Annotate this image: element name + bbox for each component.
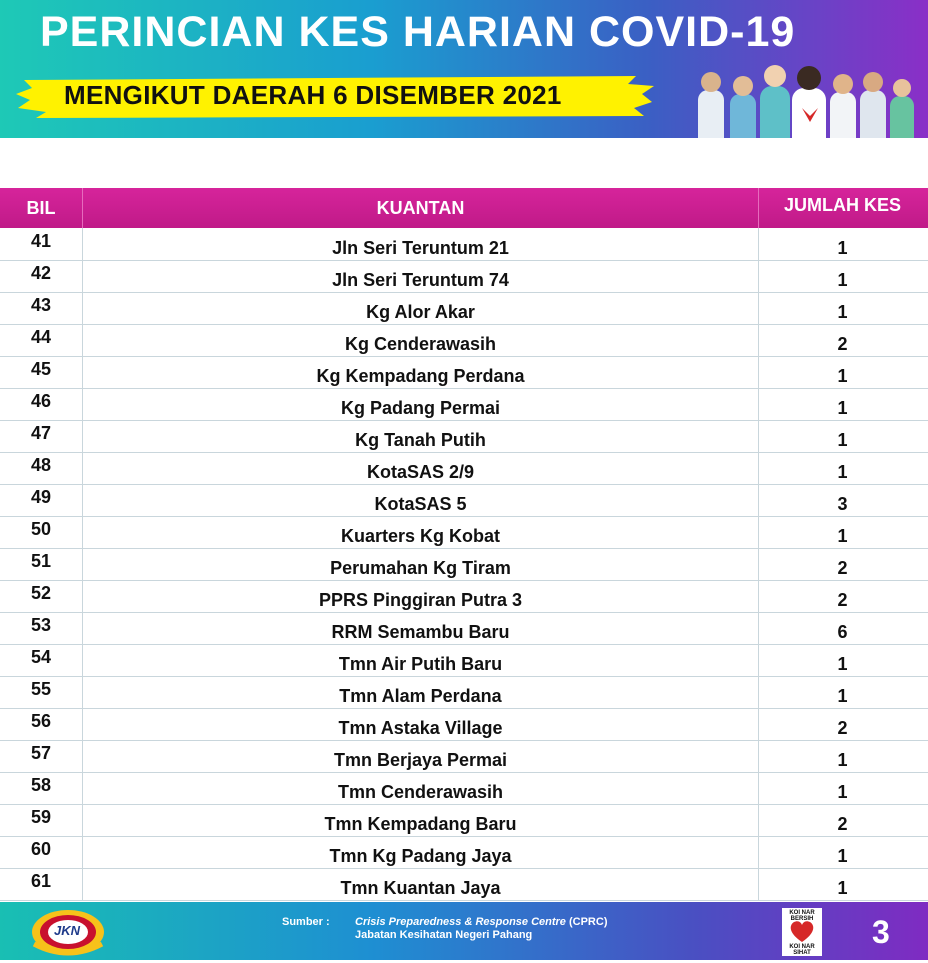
table-row	[0, 260, 928, 293]
table-row	[0, 740, 928, 773]
table-body	[0, 228, 928, 902]
row-location: Jln Seri Teruntum 21	[82, 228, 759, 260]
page-subtitle: MENGIKUT DAERAH 6 DISEMBER 2021	[64, 80, 562, 110]
row-count: 1	[837, 462, 848, 482]
row-location: Tmn Kuantan Jaya	[82, 868, 759, 900]
column-header-bil: BIL	[26, 198, 56, 218]
source-org-name: Crisis Preparedness & Response Centre	[355, 916, 566, 928]
row-location: Kg Tanah Putih	[82, 420, 759, 452]
jkn-logo-text: JKN	[54, 923, 81, 938]
source-label: Sumber :	[282, 916, 330, 928]
table-row	[0, 292, 928, 325]
table-row	[0, 356, 928, 389]
koi-nar-top-text: KOI NAR BERSIH	[789, 910, 815, 922]
row-location: Kuarters Kg Kobat	[82, 516, 759, 548]
row-location: Tmn Kg Padang Jaya	[82, 836, 759, 868]
row-location: Tmn Air Putih Baru	[82, 644, 759, 676]
row-location: Kg Alor Akar	[82, 292, 759, 324]
header-banner	[0, 0, 928, 138]
row-count: 1	[837, 526, 848, 546]
row-count: 6	[837, 622, 848, 642]
row-location: Tmn Kempadang Baru	[82, 804, 759, 836]
row-count: 1	[837, 878, 848, 898]
row-bil: 44	[30, 327, 52, 347]
table-row	[0, 452, 928, 485]
row-location: Tmn Cenderawasih	[82, 772, 759, 804]
row-location: Tmn Astaka Village	[82, 708, 759, 740]
table-row	[0, 804, 928, 837]
page-number: 3	[872, 914, 890, 950]
table-row	[0, 836, 928, 869]
row-count: 1	[837, 846, 848, 866]
row-count: 1	[837, 238, 848, 258]
row-bil: 54	[30, 647, 52, 667]
table-row	[0, 228, 928, 261]
row-bil: 46	[30, 391, 52, 411]
table-row	[0, 612, 928, 645]
table-row	[0, 868, 928, 901]
koi-nar-bottom-text: KOI NAR SIHAT	[789, 944, 815, 956]
row-location: KotaSAS 5	[82, 484, 759, 516]
row-count: 3	[837, 494, 848, 514]
page-title: PERINCIAN KES HARIAN COVID-19	[40, 8, 796, 56]
row-bil: 49	[30, 487, 52, 507]
source-org-abbr: (CPRC)	[568, 916, 608, 928]
table-row	[0, 516, 928, 549]
row-location: Tmn Berjaya Permai	[82, 740, 759, 772]
column-header-count: JUMLAH KES	[783, 195, 901, 215]
healthcare-workers-illustration	[690, 60, 920, 138]
row-count: 2	[837, 718, 848, 738]
table-row	[0, 676, 928, 709]
row-bil: 55	[30, 679, 52, 699]
row-location: Jln Seri Teruntum 74	[82, 260, 759, 292]
koi-nar-logo-icon	[782, 908, 822, 956]
table-row	[0, 324, 928, 357]
row-bil: 56	[30, 711, 52, 731]
row-bil: 52	[30, 583, 52, 603]
subtitle-banner	[16, 72, 656, 122]
row-bil: 57	[30, 743, 52, 763]
row-location: Tmn Alam Perdana	[82, 676, 759, 708]
row-bil: 59	[30, 807, 52, 827]
row-bil: 43	[30, 295, 52, 315]
row-count: 1	[837, 686, 848, 706]
table-row	[0, 484, 928, 517]
row-bil: 60	[30, 839, 52, 859]
column-header-location: KUANTAN	[82, 188, 759, 228]
row-count: 1	[837, 270, 848, 290]
row-location: Perumahan Kg Tiram	[82, 548, 759, 580]
row-count: 1	[837, 398, 848, 418]
row-count: 2	[837, 558, 848, 578]
row-count: 1	[837, 302, 848, 322]
table-header	[0, 188, 928, 228]
table-row	[0, 548, 928, 581]
source-organization	[355, 916, 607, 928]
row-bil: 61	[30, 871, 52, 891]
row-location: Kg Padang Permai	[82, 388, 759, 420]
table-row	[0, 708, 928, 741]
row-bil: 53	[30, 615, 52, 635]
row-bil: 42	[30, 263, 52, 283]
row-count: 1	[837, 430, 848, 450]
row-bil: 45	[30, 359, 52, 379]
row-bil: 50	[30, 519, 52, 539]
row-location: KotaSAS 2/9	[82, 452, 759, 484]
table-row	[0, 644, 928, 677]
row-bil: 51	[30, 551, 52, 571]
table-row	[0, 420, 928, 453]
row-count: 2	[837, 590, 848, 610]
row-count: 1	[837, 654, 848, 674]
jkn-logo-icon	[28, 906, 108, 958]
row-bil: 41	[30, 231, 52, 251]
table-row	[0, 388, 928, 421]
table-row	[0, 580, 928, 613]
footer-bar	[0, 902, 928, 960]
row-count: 2	[837, 334, 848, 354]
row-bil: 47	[30, 423, 52, 443]
row-location: Kg Kempadang Perdana	[82, 356, 759, 388]
row-location: PPRS Pinggiran Putra 3	[82, 580, 759, 612]
row-count: 1	[837, 366, 848, 386]
table-row	[0, 772, 928, 805]
row-count: 1	[837, 750, 848, 770]
source-department: Jabatan Kesihatan Negeri Pahang	[355, 929, 533, 941]
row-count: 1	[837, 782, 848, 802]
header-spacer	[0, 138, 928, 188]
row-bil: 48	[30, 455, 52, 475]
row-count: 2	[837, 814, 848, 834]
row-location: RRM Semambu Baru	[82, 612, 759, 644]
row-bil: 58	[30, 775, 52, 795]
row-location: Kg Cenderawasih	[82, 324, 759, 356]
